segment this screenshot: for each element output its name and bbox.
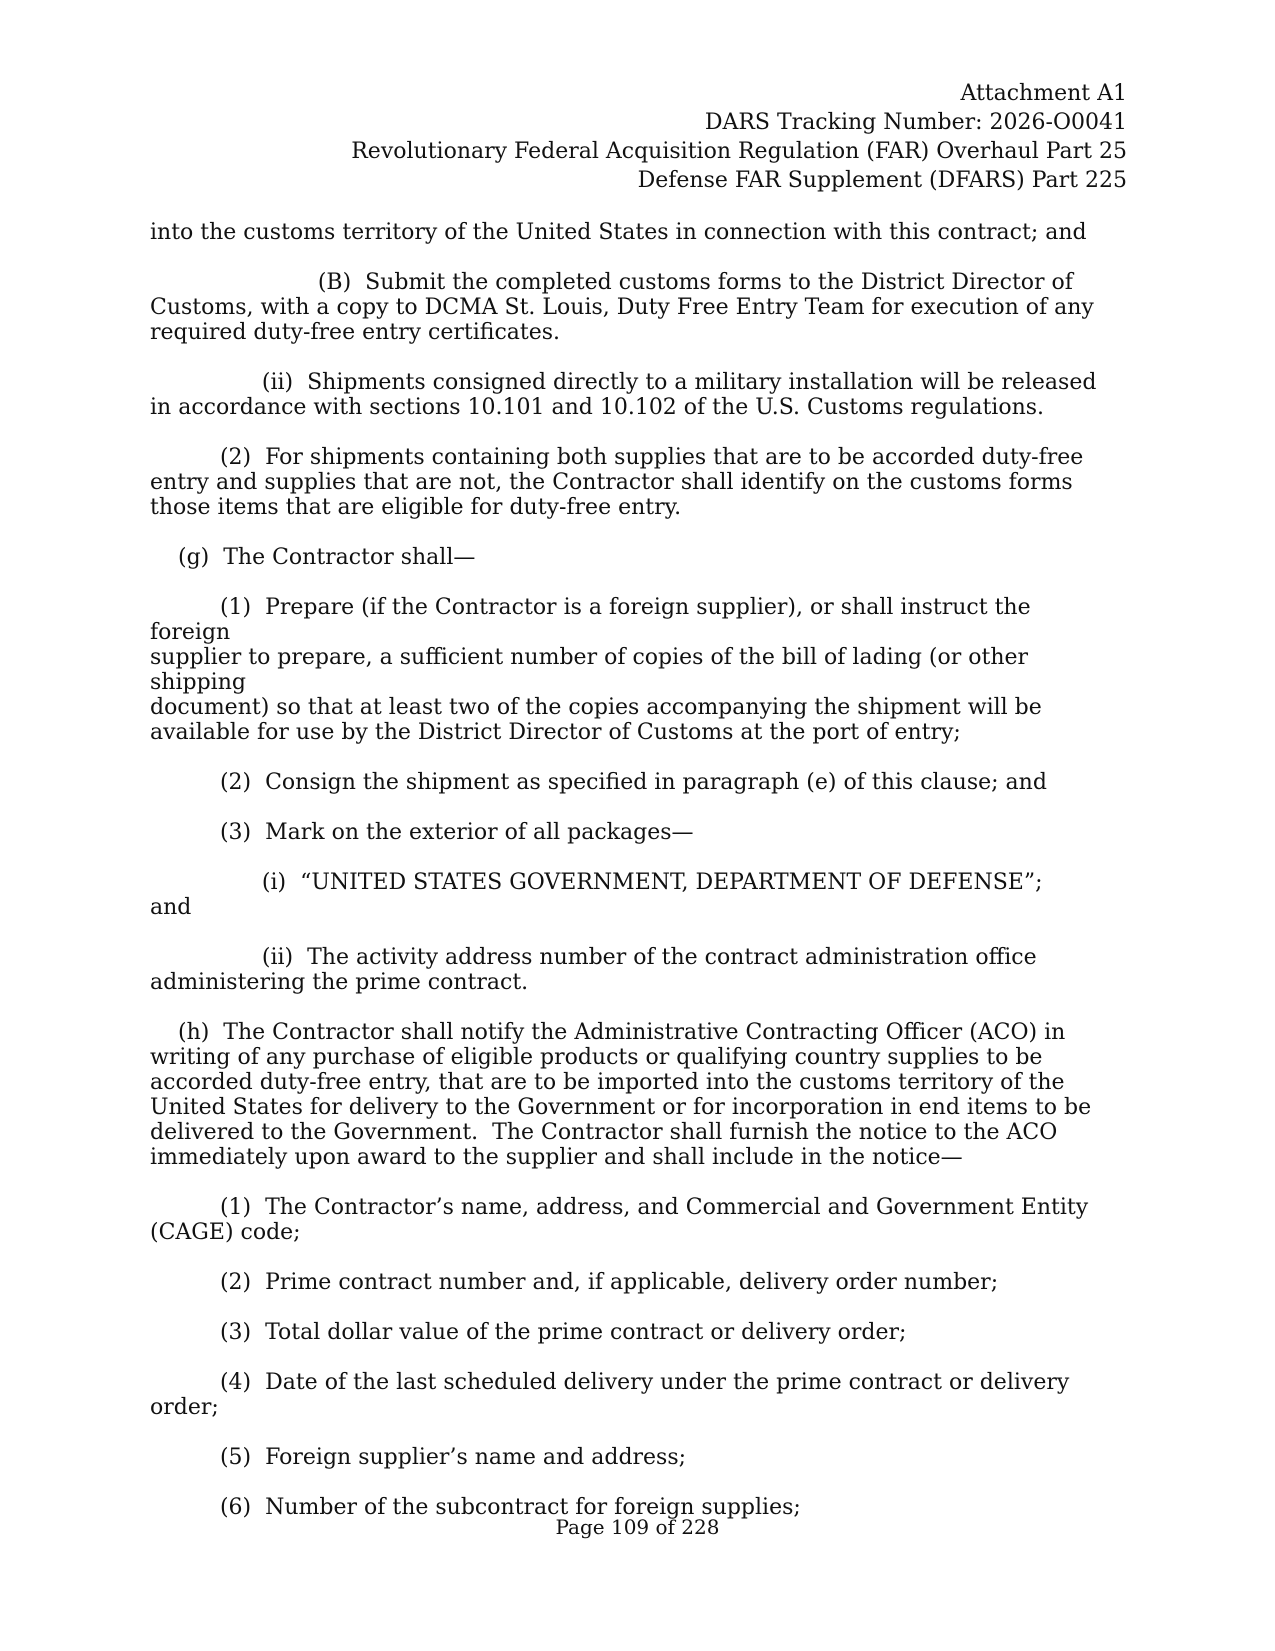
paragraph: (1) Prepare (if the Contractor is a foreign supplier), or shall instruct the foreign supplier to prepare, a sufficient number of copies of the bill of lading (or other shipping document) so that at least two of the copies accompanying the shipment will be available for use by the District Director of Customs at the port of entry; — [150, 595, 1042, 745]
header-dfars-part: Defense FAR Supplement (DFARS) Part 225 — [637, 168, 1127, 193]
paragraph: (3) Total dollar value of the prime contract or delivery order; — [150, 1320, 907, 1345]
paragraph: (i) “UNITED STATES GOVERNMENT, DEPARTMENT OF DEFENSE”; and — [150, 870, 1043, 920]
header-tracking-number: DARS Tracking Number: 2026-O0041 — [704, 110, 1127, 135]
page-number: Page 109 of 228 — [555, 1515, 720, 1539]
paragraph: into the customs territory of the United States in connection with this contract; and — [150, 220, 1087, 245]
paragraph: (ii) The activity address number of the contract administration office administering the prime contract. — [150, 945, 1037, 995]
header-far-part: Revolutionary Federal Acquisition Regulation (FAR) Overhaul Part 25 — [351, 139, 1127, 164]
paragraph: (6) Number of the subcontract for foreign supplies; — [150, 1495, 801, 1520]
document-body — [150, 220, 1100, 1520]
paragraph: (2) For shipments containing both supplies that are to be accorded duty-free entry and supplies that are not, the Contractor shall identify on the customs forms those items that are eligible for duty-free entry. — [150, 445, 1084, 520]
paragraph: (2) Prime contract number and, if applicable, delivery order number; — [150, 1270, 999, 1295]
paragraph: (4) Date of the last scheduled delivery under the prime contract or delivery order; — [150, 1370, 1070, 1420]
paragraph: (B) Submit the completed customs forms to the District Director of Customs, with a copy to DCMA St. Louis, Duty Free Entry Team for execution of any required duty-free entry certificates. — [150, 270, 1094, 345]
paragraph: (g) The Contractor shall— — [150, 545, 476, 570]
paragraph: (h) The Contractor shall notify the Administrative Contracting Officer (ACO) in writing of any purchase of eligible products or qualifying country supplies to be accorded duty-free entry, that are to be imported into the customs territory of the United States for delivery to the Government or for incorporation in end items to be delivered to the Government. The Contractor shall furnish the notice to the ACO immediately upon award to the supplier and shall include in the notice— — [150, 1020, 1092, 1170]
page-header — [351, 79, 1127, 195]
paragraph: (1) The Contractor’s name, address, and Commercial and Government Entity (CAGE) code; — [150, 1195, 1089, 1245]
paragraph: (5) Foreign supplier’s name and address; — [150, 1445, 687, 1470]
header-attachment: Attachment A1 — [960, 81, 1127, 106]
paragraph: (ii) Shipments consigned directly to a military installation will be released in accordance with sections 10.101 and 10.102 of the U.S. Customs regulations. — [150, 370, 1097, 420]
paragraph: (2) Consign the shipment as specified in paragraph (e) of this clause; and — [150, 770, 1047, 795]
paragraph: (3) Mark on the exterior of all packages— — [150, 820, 694, 845]
